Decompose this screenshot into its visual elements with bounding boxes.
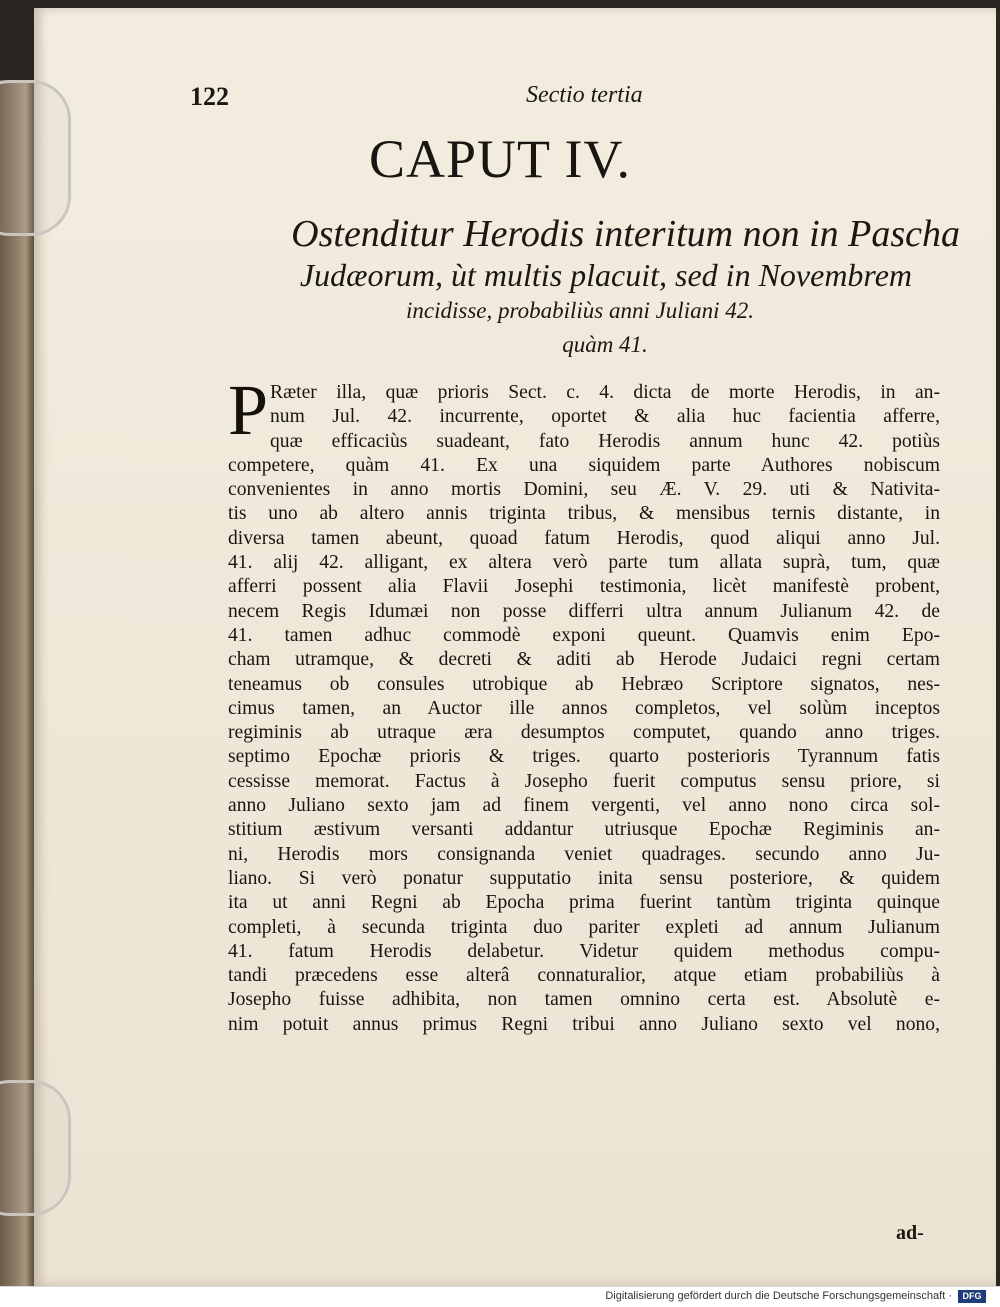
text-line: cham utramque, & decreti & aditi ab Herode Judaici regni certam [228, 649, 940, 671]
text-line: anno Juliano sexto jam ad finem vergenti, vel anno nono circa sol- [228, 795, 940, 817]
footer-credit: Digitalisierung gefördert durch die Deutsche Forschungsgemeinschaft · [605, 1290, 952, 1302]
page-number: 122 [190, 82, 229, 111]
chapter-subtitle [200, 212, 960, 362]
page-header [190, 82, 950, 122]
subtitle-line: quàm 41. [562, 332, 648, 357]
text-line: Josepho fuisse adhibita, non tamen omnino certa est. Absolutè e- [228, 989, 940, 1011]
text-line: completi, à secunda triginta duo pariter expleti ad annum Julianum [228, 916, 940, 938]
digitization-footer [0, 1286, 1000, 1307]
text-line: teneamus ob consules utrobique ab Hebræo Scriptore signatos, nes- [228, 673, 940, 695]
text-line: afferri possent alia Flavii Josephi testimonia, licèt manifestè probent, [228, 576, 940, 598]
catchword: ad- [896, 1222, 924, 1244]
page-clip-bottom [0, 1080, 71, 1216]
text-line: tandi præcedens esse alterâ connaturalior, atque etiam probabiliùs à [228, 965, 940, 987]
text-line: regiminis ab utraque æra desumptos computet, quando anno triges. [228, 722, 940, 744]
text-line: num Jul. 42. incurrente, oportet & alia huc facientia afferre, [270, 406, 940, 428]
subtitle-line: incidisse, probabiliùs anni Juliani 42. [406, 298, 754, 323]
text-line: cimus tamen, an Auctor ille annos completos, vel solùm inceptos [228, 697, 940, 719]
text-line: Ræter illa, quæ prioris Sect. c. 4. dicta de morte Herodis, in an- [270, 382, 940, 403]
text-line: liano. Si verò ponatur supputatio inita sensu posteriore, & quidem [228, 867, 940, 889]
drop-cap-initial: P [228, 370, 269, 450]
text-line: diversa tamen abeunt, quoad fatum Herodis, quod aliqui anno Jul. [228, 527, 940, 549]
text-line: septimo Epochæ prioris & triges. quarto posterioris Tyrannum fatis [228, 746, 940, 768]
text-line: convenientes in anno mortis Domini, seu Æ. V. 29. uti & Nativita- [228, 479, 940, 501]
text-line: 41. alij 42. alligant, ex altera verò parte tum allata suprà, tum, quæ [228, 552, 940, 574]
text-line: ita ut anni Regni ab Epocha prima fuerint tantùm triginta quinque [228, 892, 940, 914]
dfg-logo: DFG [958, 1290, 986, 1303]
body-paragraph [228, 370, 940, 1037]
subtitle-line: Judæorum, ùt multis placuit, sed in Novembrem [299, 257, 912, 293]
text-line: necem Regis Idumæi non posse differri ultra annum Julianum 42. de [228, 600, 940, 622]
text-line: stitium æstivum versanti addantur utriusque Epochæ Regiminis an- [228, 819, 940, 841]
text-line: 41. tamen adhuc commodè exponi queunt. Quamvis enim Epo- [228, 624, 940, 646]
subtitle-line: Ostenditur Herodis interitum non in Pascha [291, 213, 960, 255]
chapter-title: CAPUT IV. [368, 129, 632, 189]
text-line: ni, Herodis mors consignanda veniet quadrages. secundo anno Ju- [228, 843, 940, 865]
text-line: nim potuit annus primus Regni tribui anno Juliano sexto vel nono, [228, 1013, 940, 1035]
text-line: tis uno ab altero annis triginta tribus, & mensibus ternis distante, in [228, 503, 940, 525]
text-line: cessisse memorat. Factus à Josepho fuerit computus sensu priore, si [228, 770, 940, 792]
text-line: competere, quàm 41. Ex una siquidem parte Authores nobiscum [228, 454, 940, 476]
running-head: Sectio tertia [526, 82, 643, 108]
text-line: quæ efficaciùs suadeant, fato Herodis annum hunc 42. potiùs [270, 430, 940, 452]
text-line: 41. fatum Herodis delabetur. Videtur quidem methodus compu- [228, 940, 940, 962]
